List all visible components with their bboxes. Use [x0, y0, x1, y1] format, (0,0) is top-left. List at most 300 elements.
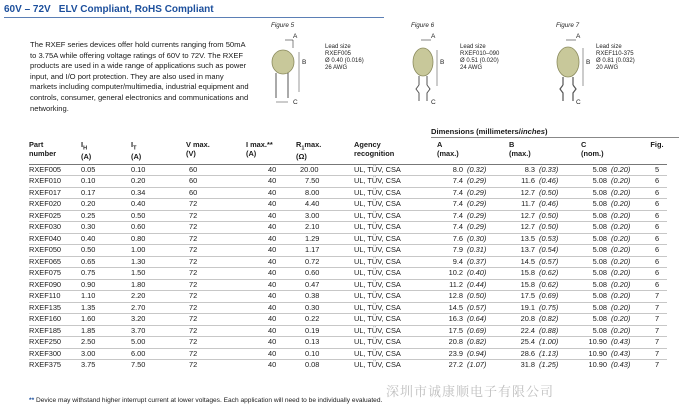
cell-it: 2.70 [131, 302, 146, 312]
dim-mm-value: 15.8 [520, 279, 535, 289]
dim-mm-value: 8.3 [524, 164, 535, 174]
dim-mm-value: 10.90 [588, 337, 607, 347]
cell-agency: UL, TÜV, CSA [354, 325, 401, 335]
intro-paragraph: The RXEF series devices offer hold currents ranging from 50mA to 3.75A while offering voltage ratings of 60V to 72V. The RXEF products are used in a wide range of applications such as power input, and I/O port protection. They are also used in many markets including computer/multimedia, industrial equipment and controls, consumer, general electronics and communications and networking. [30, 40, 249, 113]
cell-it: 0.60 [131, 222, 146, 232]
dim-inch-value: (0.20) [611, 314, 631, 324]
dim-mm-value: 12.7 [520, 187, 535, 197]
cell-part: RXEF005 [29, 164, 62, 174]
cell-dim-b [509, 314, 581, 326]
dim-inch-value: (0.20) [611, 210, 631, 220]
dim-inch-value: (0.20) [611, 245, 631, 255]
dim-inch-value: (1.00) [539, 337, 559, 347]
cell-r1max: 2.10 [305, 222, 320, 232]
cell-ih: 0.20 [81, 199, 96, 209]
dim-mm-value: 11.6 [521, 176, 535, 186]
cell-agency: UL, TÜV, CSA [354, 314, 401, 324]
cell-agency: UL, TÜV, CSA [354, 199, 401, 209]
lead-size-awg: 20 AWG [596, 65, 619, 71]
cell-fig: 6 [654, 210, 660, 220]
col-header-imax: I max.** (A) [246, 140, 273, 158]
col-header-c: C (nom.) [581, 140, 604, 158]
dim-inch-value: (0.20) [611, 268, 631, 278]
cell-agency: UL, TÜV, CSA [354, 256, 401, 266]
lead-size-label: Lead size [325, 44, 351, 50]
col-header-a: A (max.) [437, 140, 459, 158]
col-header-ih: $I_H$ (A) [81, 140, 92, 162]
cell-vmax: 72 [189, 325, 198, 335]
dim-inch-value: (0.44) [467, 279, 487, 289]
cell-dim-c [581, 279, 647, 291]
dim-inch-value: (0.43) [611, 348, 631, 358]
cell-fig: 6 [654, 199, 660, 209]
cell-part: RXEF040 [29, 233, 62, 243]
dim-mm-value: 7.4 [452, 199, 463, 209]
cell-dim-c [581, 302, 647, 314]
table-row [29, 199, 667, 211]
dim-inch-value: (0.40) [467, 268, 487, 278]
cell-ih: 0.50 [81, 245, 96, 255]
dim-inch-value: (0.62) [539, 279, 559, 289]
watermark: 深圳市诚康顺电子有限公司 [386, 385, 555, 400]
cell-dim-b [509, 233, 581, 245]
cell-dim-c [581, 348, 647, 360]
cell-imax: 40 [268, 187, 277, 197]
cell-fig: 7 [654, 325, 660, 335]
table-row [29, 233, 667, 245]
cell-r1max: 0.72 [305, 256, 320, 266]
dim-mm-value: 5.08 [592, 187, 607, 197]
dimensions-header [431, 127, 547, 136]
cell-agency: UL, TÜV, CSA [354, 268, 401, 278]
lead-size-spec [325, 44, 364, 72]
cell-it: 7.50 [131, 360, 146, 370]
cell-r1max: 0.60 [305, 268, 320, 278]
cell-dim-a [437, 245, 509, 257]
dimensions-header-unit: inches [520, 127, 545, 136]
dim-inch-value: (0.20) [611, 164, 631, 174]
col-header-it: $I_T$ (A) [131, 140, 142, 162]
dim-inch-value: (0.50) [539, 210, 559, 220]
cell-it: 1.80 [131, 279, 146, 289]
cell-imax: 40 [268, 348, 277, 358]
cell-r1max: 4.40 [305, 199, 320, 209]
dim-mm-value: 12.7 [520, 222, 535, 232]
dim-label-b: B [302, 59, 307, 66]
cell-dim-b [509, 222, 581, 234]
dim-inch-value: (0.20) [611, 302, 631, 312]
cell-vmax: 72 [189, 256, 198, 266]
dim-label-a: A [431, 33, 436, 40]
dim-mm-value: 5.08 [592, 268, 607, 278]
lead-size-awg: 24 AWG [460, 65, 483, 71]
table-row [29, 164, 667, 176]
dim-inch-value: (0.54) [539, 245, 559, 255]
cell-fig: 7 [654, 337, 660, 347]
figure-title: Figure 5 [271, 22, 295, 29]
cell-part: RXEF300 [29, 348, 62, 358]
table-row [29, 268, 667, 280]
dim-mm-value: 5.08 [592, 164, 607, 174]
cell-fig: 6 [654, 222, 660, 232]
dim-mm-value: 8.0 [452, 164, 463, 174]
lead-size-part: RXEF110-375 [596, 51, 634, 57]
cell-ih: 0.75 [81, 268, 96, 278]
cell-it: 3.20 [131, 314, 146, 324]
col-header-agency: Agency recognition [354, 140, 395, 158]
cell-r1max: 0.13 [305, 337, 320, 347]
dim-mm-value: 25.4 [520, 337, 535, 347]
cell-vmax: 72 [189, 360, 198, 370]
cell-imax: 40 [268, 337, 277, 347]
cell-dim-a [437, 325, 509, 337]
cell-part: RXEF110 [29, 291, 61, 301]
cell-it: 1.00 [131, 245, 146, 255]
cell-agency: UL, TÜV, CSA [354, 222, 401, 232]
cell-it: 0.20 [131, 176, 146, 186]
cell-part: RXEF250 [29, 337, 62, 347]
dim-inch-value: (0.69) [539, 291, 559, 301]
cell-dim-c [581, 314, 647, 326]
cell-dim-c [581, 210, 647, 222]
dim-inch-value: (0.46) [539, 176, 559, 186]
cell-dim-c [581, 245, 647, 257]
dim-inch-value: (0.32) [467, 164, 487, 174]
cell-it: 0.80 [131, 233, 146, 243]
cell-dim-a [437, 164, 509, 176]
dim-inch-value: (0.20) [611, 187, 631, 197]
header-rule [4, 17, 384, 18]
dim-mm-value: 15.8 [520, 268, 535, 278]
cell-dim-b [509, 245, 581, 257]
cell-dim-c [581, 164, 647, 176]
dim-inch-value: (0.20) [611, 325, 631, 335]
dim-mm-value: 7.4 [452, 176, 463, 186]
cell-dim-a [437, 268, 509, 280]
cell-dim-b [509, 199, 581, 211]
cell-agency: UL, TÜV, CSA [354, 291, 401, 301]
cell-imax: 40 [268, 360, 277, 370]
dim-mm-value: 12.7 [520, 210, 535, 220]
lead-size-label: Lead size [460, 44, 486, 50]
dim-inch-value: (0.53) [539, 233, 559, 243]
lead-size-part: RXEF010–090 [460, 51, 500, 57]
dim-mm-value: 20.8 [520, 314, 535, 324]
cell-dim-b [509, 337, 581, 349]
cell-it: 0.10 [131, 164, 146, 174]
dim-inch-value: (0.50) [539, 187, 559, 197]
dim-mm-value: 13.5 [520, 233, 535, 243]
table-header-row [29, 139, 667, 164]
table-row [29, 325, 667, 337]
dim-inch-value: (0.75) [539, 302, 559, 312]
dim-mm-value: 17.5 [448, 325, 463, 335]
cell-r1max: 7.50 [305, 176, 320, 186]
cell-imax: 40 [268, 245, 277, 255]
cell-vmax: 72 [189, 279, 198, 289]
dim-label-a: A [293, 33, 298, 40]
cell-part: RXEF025 [29, 210, 62, 220]
dim-inch-value: (0.29) [467, 187, 487, 197]
dim-inch-value: (0.20) [611, 222, 631, 232]
footnote-text: Device may withstand higher interrupt current at lower voltages. Each application will need to be individually evaluated. [34, 397, 383, 404]
cell-r1max: 1.17 [305, 245, 320, 255]
cell-vmax: 72 [189, 291, 198, 301]
cell-dim-b [509, 176, 581, 188]
dimensions-header-close: ) [544, 127, 548, 136]
col-header-fig: Fig. [650, 140, 664, 149]
cell-imax: 40 [268, 279, 277, 289]
dim-mm-value: 5.08 [592, 199, 607, 209]
col-header-r1max: $R_1\max$. (Ω) [296, 140, 322, 162]
footnote [29, 397, 382, 404]
dim-inch-value: (0.88) [539, 325, 559, 335]
dimensions-rule [431, 137, 679, 138]
cell-it: 0.40 [131, 199, 146, 209]
dim-inch-value: (0.62) [539, 268, 559, 278]
cell-it: 3.70 [131, 325, 146, 335]
dim-mm-value: 5.08 [592, 233, 607, 243]
section-header [4, 4, 214, 18]
col-header-part: Part number [29, 140, 57, 158]
cell-r1max: 20.00 [300, 164, 319, 174]
cell-dim-a [437, 187, 509, 199]
cell-dim-c [581, 291, 647, 303]
dim-mm-value: 13.7 [520, 245, 535, 255]
cell-dim-c [581, 222, 647, 234]
cell-agency: UL, TÜV, CSA [354, 348, 401, 358]
lead-size-diameter: Ø 0.51 (0.020) [460, 58, 499, 64]
dim-mm-value: 10.2 [448, 268, 463, 278]
cell-fig: 6 [654, 268, 660, 278]
cell-vmax: 60 [189, 176, 198, 186]
table-row [29, 176, 667, 188]
cell-imax: 40 [268, 176, 277, 186]
cell-dim-b [509, 325, 581, 337]
dim-inch-value: (0.57) [539, 256, 559, 266]
cell-imax: 40 [268, 222, 277, 232]
cell-dim-a [437, 337, 509, 349]
cell-fig: 7 [654, 314, 660, 324]
cell-vmax: 72 [189, 302, 198, 312]
dim-mm-value: 11.2 [449, 279, 463, 289]
cell-dim-a [437, 199, 509, 211]
dim-inch-value: (0.30) [467, 233, 487, 243]
dim-inch-value: (0.82) [539, 314, 559, 324]
dim-mm-value: 7.9 [452, 245, 463, 255]
cell-vmax: 72 [189, 314, 198, 324]
cell-dim-c [581, 256, 647, 268]
cell-fig: 6 [654, 245, 660, 255]
cell-imax: 40 [268, 302, 277, 312]
table-row [29, 337, 667, 349]
cell-r1max: 0.30 [305, 302, 320, 312]
cell-ih: 0.65 [81, 256, 96, 266]
cell-ih: 0.10 [81, 176, 96, 186]
col-header-vmax: V max. (V) [186, 140, 210, 158]
cell-agency: UL, TÜV, CSA [354, 245, 401, 255]
cell-part: RXEF160 [29, 314, 62, 324]
cell-vmax: 72 [189, 199, 198, 209]
cell-dim-c [581, 199, 647, 211]
dim-mm-value: 5.08 [592, 245, 607, 255]
dim-inch-value: (0.50) [539, 222, 559, 232]
dim-inch-value: (0.29) [467, 210, 487, 220]
dim-mm-value: 5.08 [592, 210, 607, 220]
voltage-range: 60V – 72V [4, 4, 51, 15]
table-row [29, 245, 667, 257]
cell-fig: 6 [654, 187, 660, 197]
cell-dim-b [509, 256, 581, 268]
table-row [29, 210, 667, 222]
cell-vmax: 72 [189, 348, 198, 358]
cell-part: RXEF017 [29, 187, 62, 197]
cell-it: 0.50 [131, 210, 146, 220]
dimensions-header-text: Dimensions (millimeters/ [431, 127, 521, 136]
cell-fig: 7 [654, 360, 660, 370]
table-row [29, 302, 667, 314]
cell-vmax: 72 [189, 222, 198, 232]
cell-fig: 6 [654, 176, 660, 186]
cell-ih: 0.90 [81, 279, 96, 289]
spec-table [29, 139, 667, 371]
cell-dim-b [509, 210, 581, 222]
lead-size-spec [460, 44, 499, 72]
dim-inch-value: (0.33) [539, 164, 559, 174]
cell-fig: 6 [654, 233, 660, 243]
dim-mm-value: 11.7 [521, 199, 535, 209]
dim-mm-value: 9.4 [452, 256, 463, 266]
lead-size-diameter: Ø 0.81 (0.032) [596, 58, 635, 64]
dim-mm-value: 7.4 [452, 222, 463, 232]
cell-vmax: 60 [189, 164, 198, 174]
dim-inch-value: (0.29) [467, 199, 487, 209]
cell-dim-c [581, 360, 647, 371]
cell-dim-a [437, 348, 509, 360]
cell-dim-a [437, 256, 509, 268]
thermistor-drawing [411, 30, 457, 110]
dim-inch-value: (0.20) [611, 199, 631, 209]
cell-r1max: 0.47 [305, 279, 320, 289]
dim-mm-value: 20.8 [448, 337, 463, 347]
cell-r1max: 0.19 [305, 325, 320, 335]
cell-part: RXEF375 [29, 360, 62, 370]
lead-size-label: Lead size [596, 44, 622, 50]
dim-inch-value: (0.20) [611, 256, 631, 266]
cell-ih: 3.75 [81, 360, 96, 370]
cell-r1max: 1.29 [305, 233, 320, 243]
cell-vmax: 60 [189, 187, 198, 197]
cell-imax: 40 [268, 268, 277, 278]
lead-size-awg: 26 AWG [325, 65, 348, 71]
dim-label-c: C [293, 99, 298, 106]
dim-mm-value: 28.6 [520, 348, 535, 358]
cell-ih: 1.85 [81, 325, 96, 335]
table-row [29, 314, 667, 326]
cell-imax: 40 [268, 164, 277, 174]
table-row [29, 348, 667, 360]
table-row [29, 279, 667, 291]
cell-dim-a [437, 176, 509, 188]
cell-ih: 0.40 [81, 233, 96, 243]
cell-fig: 6 [654, 256, 660, 266]
cell-r1max: 0.38 [305, 291, 320, 301]
cell-imax: 40 [268, 325, 277, 335]
cell-agency: UL, TÜV, CSA [354, 210, 401, 220]
cell-dim-b [509, 360, 581, 371]
dim-mm-value: 5.08 [592, 325, 607, 335]
table-row [29, 187, 667, 199]
cell-it: 0.34 [131, 187, 146, 197]
cell-fig: 7 [654, 291, 660, 301]
cell-ih: 0.17 [81, 187, 96, 197]
cell-imax: 40 [268, 291, 277, 301]
cell-it: 1.50 [131, 268, 146, 278]
dim-mm-value: 14.5 [448, 302, 463, 312]
dim-mm-value: 5.08 [592, 176, 607, 186]
cell-imax: 40 [268, 233, 277, 243]
cell-dim-b [509, 302, 581, 314]
cell-dim-c [581, 337, 647, 349]
cell-r1max: 8.00 [305, 187, 320, 197]
dim-inch-value: (0.29) [467, 222, 487, 232]
dim-mm-value: 22.4 [520, 325, 535, 335]
dim-inch-value: (0.20) [611, 291, 631, 301]
cell-agency: UL, TÜV, CSA [354, 176, 401, 186]
dim-mm-value: 5.08 [592, 291, 607, 301]
cell-vmax: 72 [189, 337, 198, 347]
cell-r1max: 0.22 [305, 314, 320, 324]
cell-dim-c [581, 176, 647, 188]
dim-mm-value: 19.1 [520, 302, 535, 312]
dim-mm-value: 5.08 [592, 302, 607, 312]
cell-dim-a [437, 222, 509, 234]
cell-dim-b [509, 164, 581, 176]
cell-dim-a [437, 291, 509, 303]
cell-vmax: 72 [189, 245, 198, 255]
cell-vmax: 72 [189, 268, 198, 278]
dim-inch-value: (1.13) [539, 348, 559, 358]
cell-part: RXEF020 [29, 199, 62, 209]
dim-inch-value: (0.37) [467, 256, 487, 266]
cell-ih: 3.00 [81, 348, 96, 358]
cell-ih: 1.35 [81, 302, 96, 312]
cell-fig: 7 [654, 302, 660, 312]
dim-inch-value: (0.29) [467, 176, 487, 186]
cell-part: RXEF010 [29, 176, 62, 186]
cell-imax: 40 [268, 314, 277, 324]
dim-inch-value: (1.25) [539, 360, 559, 370]
dim-inch-value: (0.31) [467, 245, 487, 255]
cell-agency: UL, TÜV, CSA [354, 187, 401, 197]
cell-fig: 7 [654, 348, 660, 358]
dim-inch-value: (0.94) [467, 348, 487, 358]
cell-ih: 1.60 [81, 314, 96, 324]
cell-ih: 1.10 [81, 291, 96, 301]
cell-part: RXEF075 [29, 268, 62, 278]
dim-inch-value: (0.50) [467, 291, 487, 301]
dim-inch-value: (0.46) [539, 199, 559, 209]
cell-vmax: 72 [189, 233, 198, 243]
dim-mm-value: 16.3 [448, 314, 463, 324]
dim-label-c: C [576, 99, 581, 106]
dim-inch-value: (0.20) [611, 233, 631, 243]
dim-inch-value: (0.43) [611, 360, 631, 370]
col-header-b: B (max.) [509, 140, 531, 158]
figure-title: Figure 7 [556, 22, 580, 29]
cell-imax: 40 [268, 256, 277, 266]
dim-mm-value: 10.90 [588, 348, 607, 358]
